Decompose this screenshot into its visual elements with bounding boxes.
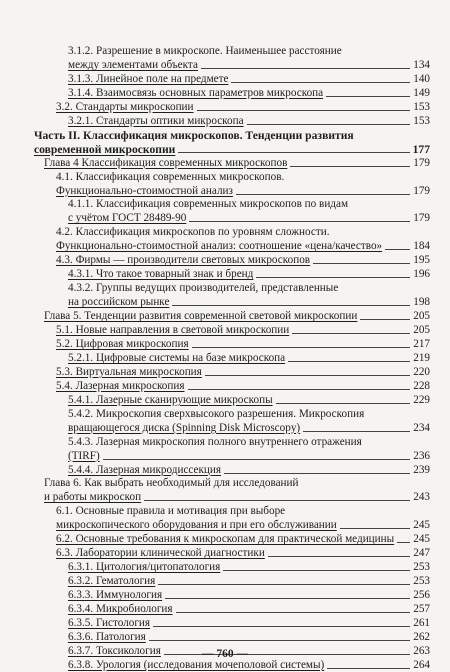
toc-entry-title: 4.2. Классификация микроскопов по уровням сложности. xyxy=(56,226,330,239)
toc-leader-line xyxy=(189,221,410,222)
toc-entry-page: 243 xyxy=(413,491,430,504)
toc-entry xyxy=(68,280,430,295)
toc-leader-line xyxy=(292,333,410,334)
toc-entry-title: между элементами объекта xyxy=(68,59,198,71)
toc-entry-page: 257 xyxy=(413,603,430,615)
toc-entry-title: Часть II. Классификация микроскопов. Тенденции развития xyxy=(34,128,354,142)
toc-entry xyxy=(68,71,430,86)
toc-leader-line xyxy=(103,459,410,460)
toc-entry-title: 6.2. Основные требования к микроскопам для практической медицины xyxy=(56,533,395,546)
toc-entry-title: и работы микроскоп xyxy=(44,491,142,504)
toc-leader-line xyxy=(327,668,410,669)
toc-entry-page: 149 xyxy=(413,86,430,99)
toc-entry-title: Глава 5. Тенденции развития современной световой микроскопии xyxy=(44,310,358,323)
toc-entry-title: 3.2.1. Стандарты оптики микроскопа xyxy=(68,114,244,127)
toc-entry xyxy=(68,462,430,477)
toc-entry-title: на российском рынке xyxy=(68,296,170,309)
toc-entry-title: 3.2. Стандарты микроскопии xyxy=(56,100,194,113)
toc-entry xyxy=(56,531,430,546)
toc-leader-line xyxy=(188,389,410,390)
toc-entry-page: 261 xyxy=(413,616,430,629)
toc-leader-line xyxy=(231,82,410,83)
toc-entry-page: 245 xyxy=(413,533,430,546)
toc-entry-title: 6.1. Основные правила и мотивация при выборе xyxy=(56,505,286,518)
toc-entry-page: 179 xyxy=(413,212,430,225)
toc-leader-line xyxy=(223,570,410,571)
toc-entry-page: 198 xyxy=(413,296,430,309)
toc-leader-line xyxy=(178,152,410,153)
toc-entry xyxy=(68,406,430,421)
toc-entry-page: 234 xyxy=(413,421,430,434)
toc-leader-line xyxy=(201,68,410,69)
toc-leader-line xyxy=(288,361,410,362)
toc-entry xyxy=(68,434,430,449)
toc-leader-line xyxy=(397,542,410,543)
toc-entry-title: вращающегося диска (Spinning Disk Microscopy) xyxy=(68,421,301,434)
toc-entry-title: 3.1.4. Взаимосвязь основных параметров микроскопа xyxy=(68,86,324,99)
toc-entry-title: 5.4.4. Лазерная микродиссекция xyxy=(68,463,222,476)
toc-entry-title: 3.1.2. Разрешение в микроскопе. Наименьшее расстояние xyxy=(68,45,342,57)
toc-entry xyxy=(68,294,430,309)
toc-entry xyxy=(68,43,430,58)
toc-entry-title: 4.3.1. Что такое товарный знак и бренд xyxy=(68,268,254,281)
toc-entry-title: с учётом ГОСТ 28489-90 xyxy=(68,212,187,225)
toc-entry xyxy=(56,183,430,198)
toc-entry-page: 253 xyxy=(413,561,430,574)
toc-entry-page: 229 xyxy=(413,393,430,406)
toc-entry-title: 6.3.2. Гематология xyxy=(68,575,156,588)
toc-leader-line xyxy=(172,305,410,306)
toc-entry xyxy=(68,448,430,463)
toc-entry xyxy=(68,601,430,616)
toc-entry xyxy=(56,503,430,518)
toc-entry xyxy=(34,141,430,156)
toc-entry-page: 245 xyxy=(413,519,430,532)
toc-entry-title: 5.4.3. Лазерная микроскопия полного внутреннего отражения xyxy=(68,435,362,448)
toc-entry-title: (TIRF) xyxy=(68,449,100,462)
toc-entry xyxy=(56,322,430,337)
toc-entry-page: 239 xyxy=(413,463,430,476)
toc-entry-title: современной микроскопии xyxy=(34,142,176,156)
toc-entry-title: 5.3. Виртуальная микроскопия xyxy=(56,365,202,378)
toc-entry-title: микроскопического оборудования и при его обслуживании xyxy=(56,519,337,532)
toc-entry xyxy=(68,85,430,100)
toc-entry xyxy=(44,489,430,504)
toc-entry-title: Глава 6. Как выбрать необходимый для исследований xyxy=(44,477,299,490)
toc-leader-line xyxy=(268,556,410,557)
toc-entry xyxy=(56,545,430,560)
toc-entry-page: 196 xyxy=(413,268,430,281)
toc-leader-line xyxy=(290,166,410,167)
toc-entry-title: 5.4.2. Микроскопия сверхвысокого разрешения. Микроскопия xyxy=(68,407,365,420)
toc-entry xyxy=(68,350,430,365)
toc-entry-title: 4.1. Классификация современных микроскопов. xyxy=(56,170,285,183)
toc-entry xyxy=(56,517,430,532)
toc-entry-page: 140 xyxy=(413,72,430,85)
toc-entry-page: 220 xyxy=(413,365,430,378)
toc-entry-page: 195 xyxy=(413,254,430,267)
toc-entry-title: 6.3.5. Гистология xyxy=(68,616,151,629)
toc-entry xyxy=(68,57,430,72)
toc-leader-line xyxy=(149,640,410,641)
toc-leader-line xyxy=(224,473,410,474)
toc-leader-line xyxy=(276,403,410,404)
toc-leader-line xyxy=(176,612,410,613)
toc-entry xyxy=(56,252,430,267)
toc-entry-title: 6.3.6. Патология xyxy=(68,630,146,643)
toc-leader-line xyxy=(158,584,410,585)
toc-entry-title: Функционально-стоимостной анализ xyxy=(56,184,233,197)
toc-leader-line xyxy=(360,319,410,320)
toc-entry xyxy=(56,169,430,184)
toc-leader-line xyxy=(256,277,410,278)
toc-entry xyxy=(68,196,430,211)
toc-entry-page: 217 xyxy=(413,337,430,350)
toc-entry-title: 6.3.8. Урология (исследования мочеполовой системы) xyxy=(68,658,325,671)
toc-entry-title: 6.3.7. Токсикология xyxy=(68,644,161,657)
toc-entry xyxy=(68,210,430,225)
toc-leader-line xyxy=(192,347,410,348)
toc-leader-line xyxy=(205,375,410,376)
toc-entry-page: 205 xyxy=(413,324,430,336)
toc-entry-page: 236 xyxy=(413,449,430,462)
toc-leader-line xyxy=(303,431,410,432)
toc-entry-page: 219 xyxy=(413,351,430,364)
toc-leader-line xyxy=(165,598,410,599)
toc-entry-title: 5.2.1. Цифровые системы на базе микроскопа xyxy=(68,351,286,364)
toc-entry-title: Глава 4 Классификация современных микроскопов xyxy=(44,156,288,169)
toc-entry-title: 6.3.4. Микробиология xyxy=(68,603,173,615)
toc-entry-page: 153 xyxy=(413,100,430,113)
toc-entry xyxy=(44,308,430,323)
toc-entry xyxy=(56,336,430,351)
toc-entry-page: 264 xyxy=(413,658,430,671)
toc-entry xyxy=(68,392,430,407)
toc-entry-page: 247 xyxy=(413,547,430,560)
toc-entry xyxy=(44,155,430,170)
toc-entry xyxy=(56,378,430,393)
toc-leader-line xyxy=(247,124,410,125)
toc-entry-title: 5.4.1. Лазерные сканирующие микроскопы xyxy=(68,393,273,406)
toc-leader-line xyxy=(313,263,410,264)
toc-entry-title: 4.1.1. Классификация современных микроскопов по видам xyxy=(68,198,349,211)
toc-entry-page: 179 xyxy=(413,156,430,169)
toc-entry-title: 4.3.2. Группы ведущих производителей, представленные xyxy=(68,282,339,295)
toc-leader-line xyxy=(197,110,410,111)
toc-entry xyxy=(56,238,430,253)
toc-entry-page: 205 xyxy=(413,310,430,323)
page-number: — 760 — xyxy=(202,648,248,660)
toc-entry xyxy=(68,615,430,630)
toc-leader-line xyxy=(385,249,410,250)
toc-leader-line xyxy=(236,194,410,195)
toc-entry xyxy=(34,127,430,142)
toc-entry-title: 6.3.1. Цитология/цитопатология xyxy=(68,561,221,574)
toc-entry-page: 228 xyxy=(413,379,430,392)
toc-entry xyxy=(68,559,430,574)
toc-entry-title: Функционально-стоимостной анализ: соотношение «цена/качество» xyxy=(56,240,383,253)
toc-leader-line xyxy=(326,96,410,97)
toc-entry-page: 177 xyxy=(412,142,430,156)
toc-entry xyxy=(68,573,430,588)
toc-entry xyxy=(68,266,430,281)
toc-entry-page: 253 xyxy=(413,575,430,588)
toc-entry-title: 6.3. Лаборатории клинической диагностики xyxy=(56,547,265,560)
toc-entry xyxy=(56,364,430,379)
toc-entry-page: 263 xyxy=(413,644,430,657)
toc-entry-page: 153 xyxy=(413,114,430,127)
toc-leader-line xyxy=(153,626,410,627)
toc-leader-line xyxy=(340,528,410,529)
toc-entry-title: 6.3.3. Иммунология xyxy=(68,589,163,601)
toc-entry xyxy=(56,99,430,114)
toc-entry-page: 179 xyxy=(413,184,430,197)
toc-entry xyxy=(68,113,430,128)
toc-entry xyxy=(68,629,430,644)
toc-entry-page: 256 xyxy=(413,589,430,601)
toc-entry xyxy=(68,587,430,602)
toc-entry xyxy=(68,420,430,435)
toc-entry xyxy=(44,475,430,490)
toc-entry-title: 3.1.3. Линейное поле на предмете xyxy=(68,72,229,85)
toc-entry-title: 4.3. Фирмы — производители световых микроскопов xyxy=(56,254,311,267)
toc-entry-title: 5.4. Лазерная микроскопия xyxy=(56,379,185,392)
toc-entry xyxy=(56,224,430,239)
toc-entry-title: 5.1. Новые направления в световой микроскопии xyxy=(56,324,290,336)
toc-entry-page: 262 xyxy=(413,630,430,643)
toc-entry-page: 134 xyxy=(413,59,430,71)
toc-leader-line xyxy=(144,500,410,501)
toc-entry-title: 5.2. Цифровая микроскопия xyxy=(56,337,189,350)
toc-entry-page: 184 xyxy=(413,240,430,253)
